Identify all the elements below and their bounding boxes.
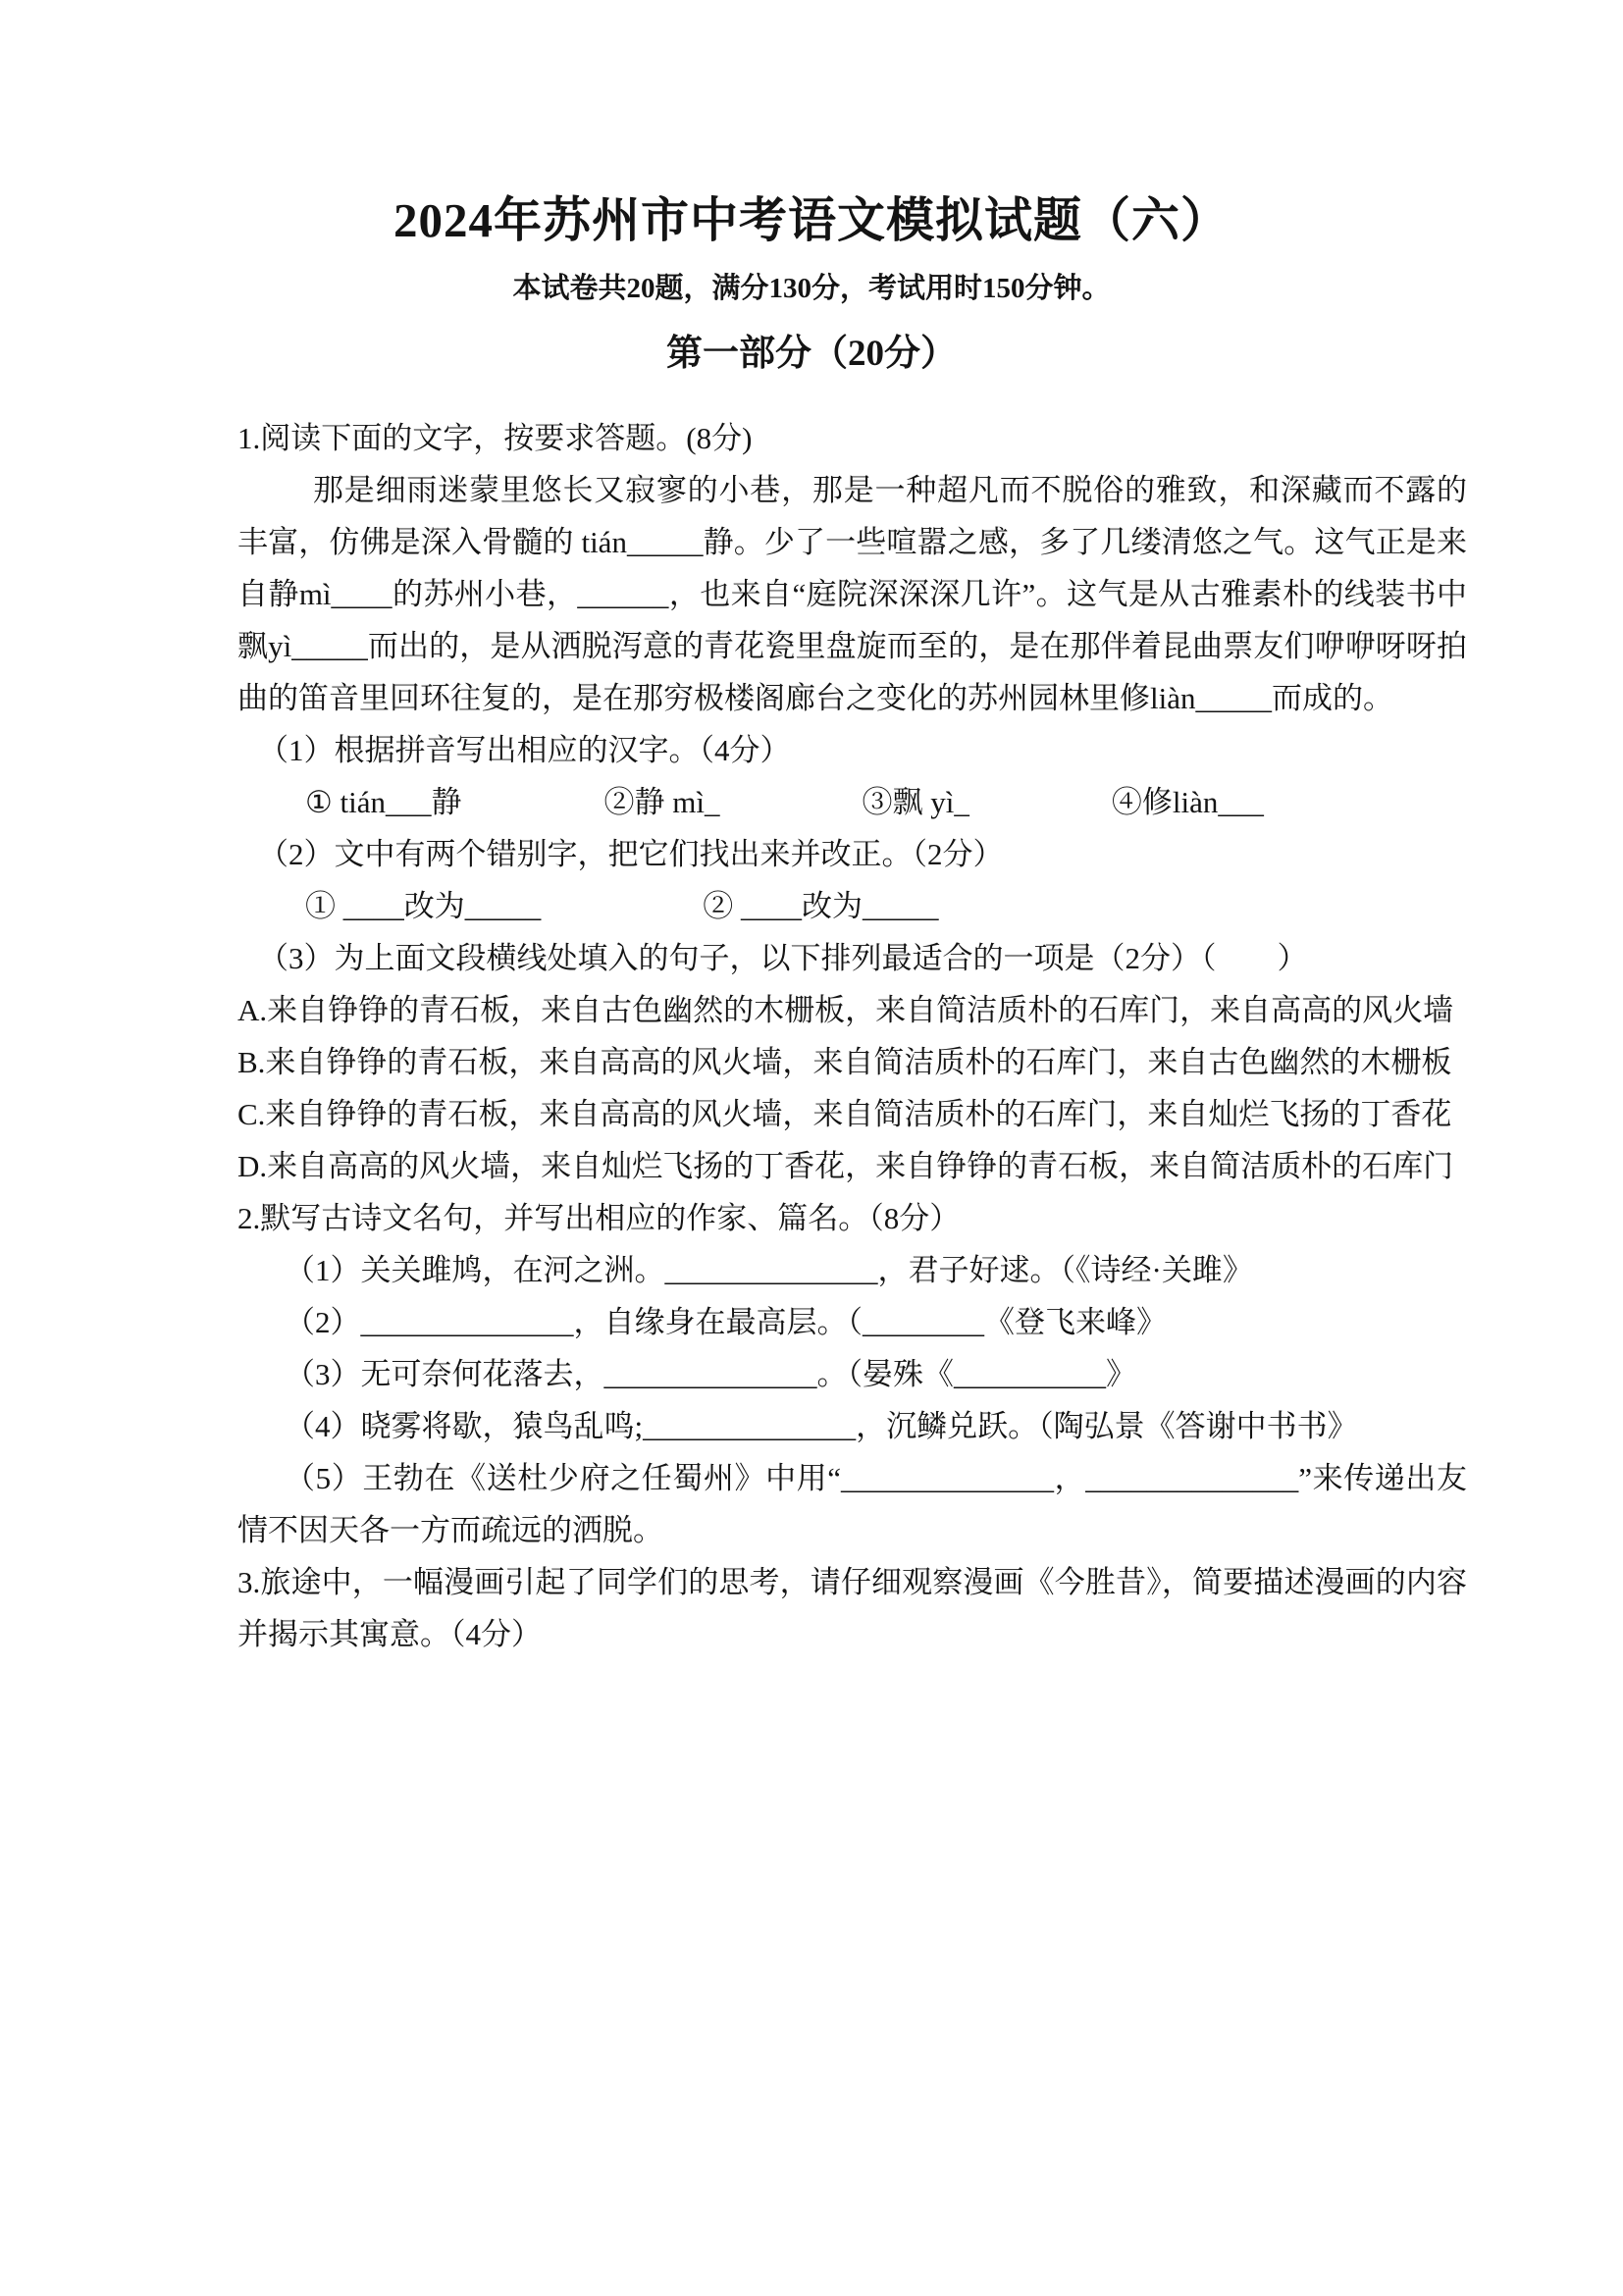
question-1-sub-3-prompt: （3）为上面文段横线处填入的句子，以下排列最适合的一项是（2分）（ ） [258, 941, 1308, 975]
exam-info-line: 本试卷共20题，满分130分，考试用时150分钟。 [512, 273, 1111, 304]
correction-answer-row [237, 880, 1467, 932]
question-2-item-5: （5）王勃在《送杜少府之任蜀州》中用“______________，______________”来传递出友情不因天各一方而疏远的洒脱。 [237, 1461, 1467, 1547]
question-2-item-4: （4）晓雾将歇，猿鸟乱鸣;______________，沉鳞兑跃。（陶弘景《答谢中书书》 [285, 1409, 1358, 1443]
option-a: A.来自铮铮的青石板，来自古色幽然的木栅板，来自简洁质朴的石库门，来自高高的风火墙 [237, 993, 1454, 1027]
exam-header [0, 0, 1623, 379]
question-1-sub-2-prompt: （2）文中有两个错别字，把它们找出来并改正。（2分） [258, 837, 1004, 871]
pinyin-item-4: ④修liàn___ [1111, 785, 1264, 819]
exam-title: 2024年苏州市中考语文模拟试题（六） [393, 193, 1230, 247]
question-1-passage: 那是细雨迷蒙里悠长又寂寥的小巷，那是一种超凡而不脱俗的雅致，和深藏而不露的丰富，仿佛是深入骨髓的 tián_____静。少了一些喧嚣之感，多了几缕清悠之气。这气正是来自静mì____的苏州小巷，______，也来自“庭院深深深几许”。这气是从古雅素朴的线装书中飘yì_____而出的，是从洒脱泻意的青花瓷里盘旋而至的，是在那伴着昆曲票友们咿咿呀呀拍曲的笛音里回环往复的，是在那穷极楼阁廊台之变化的苏州园林里修liàn_____而成的。 [237, 473, 1467, 715]
exam-body [0, 379, 1623, 1660]
question-3-prompt: 3.旅途中，一幅漫画引起了同学们的思考，请仔细观察漫画《今胜昔》，简要描述漫画的内容并揭示其寓意。（4分） [237, 1565, 1467, 1651]
pinyin-answer-row [237, 776, 1467, 828]
question-1-sub-1-prompt: （1）根据拼音写出相应的汉字。（4分） [258, 733, 791, 767]
question-2-item-3: （3）无可奈何花落去，______________。（晏殊《__________》 [285, 1357, 1136, 1391]
question-2-item-2: （2）______________，自缘身在最高层。（________《登飞来峰》 [285, 1305, 1167, 1339]
question-2-item-1: （1）关关雎鸠，在河之洲。______________，君子好逑。（《诗经·关雎》 [285, 1253, 1253, 1287]
correction-item-1: ① ____改为_____ [305, 889, 542, 923]
option-c: C.来自铮铮的青石板，来自高高的风火墙，来自简洁质朴的石库门，来自灿烂飞扬的丁香花 [237, 1097, 1452, 1131]
question-2-prompt: 2.默写古诗文名句，并写出相应的作家、篇名。（8分） [237, 1201, 961, 1235]
pinyin-item-1: ① tián___静 [305, 785, 462, 819]
pinyin-item-3: ③飘 yì_ [862, 785, 969, 819]
pinyin-item-2: ②静 mì_ [603, 785, 720, 819]
option-d: D.来自高高的风火墙，来自灿烂飞扬的丁香花，来自铮铮的青石板，来自简洁质朴的石库门 [237, 1149, 1454, 1183]
correction-item-2: ② ____改为_____ [703, 889, 939, 923]
question-1-prompt: 1.阅读下面的文字，按要求答题。(8分) [237, 421, 753, 455]
part-one-heading: 第一部分（20分） [666, 334, 957, 374]
option-b: B.来自铮铮的青石板，来自高高的风火墙，来自简洁质朴的石库门，来自古色幽然的木栅板 [237, 1045, 1452, 1079]
